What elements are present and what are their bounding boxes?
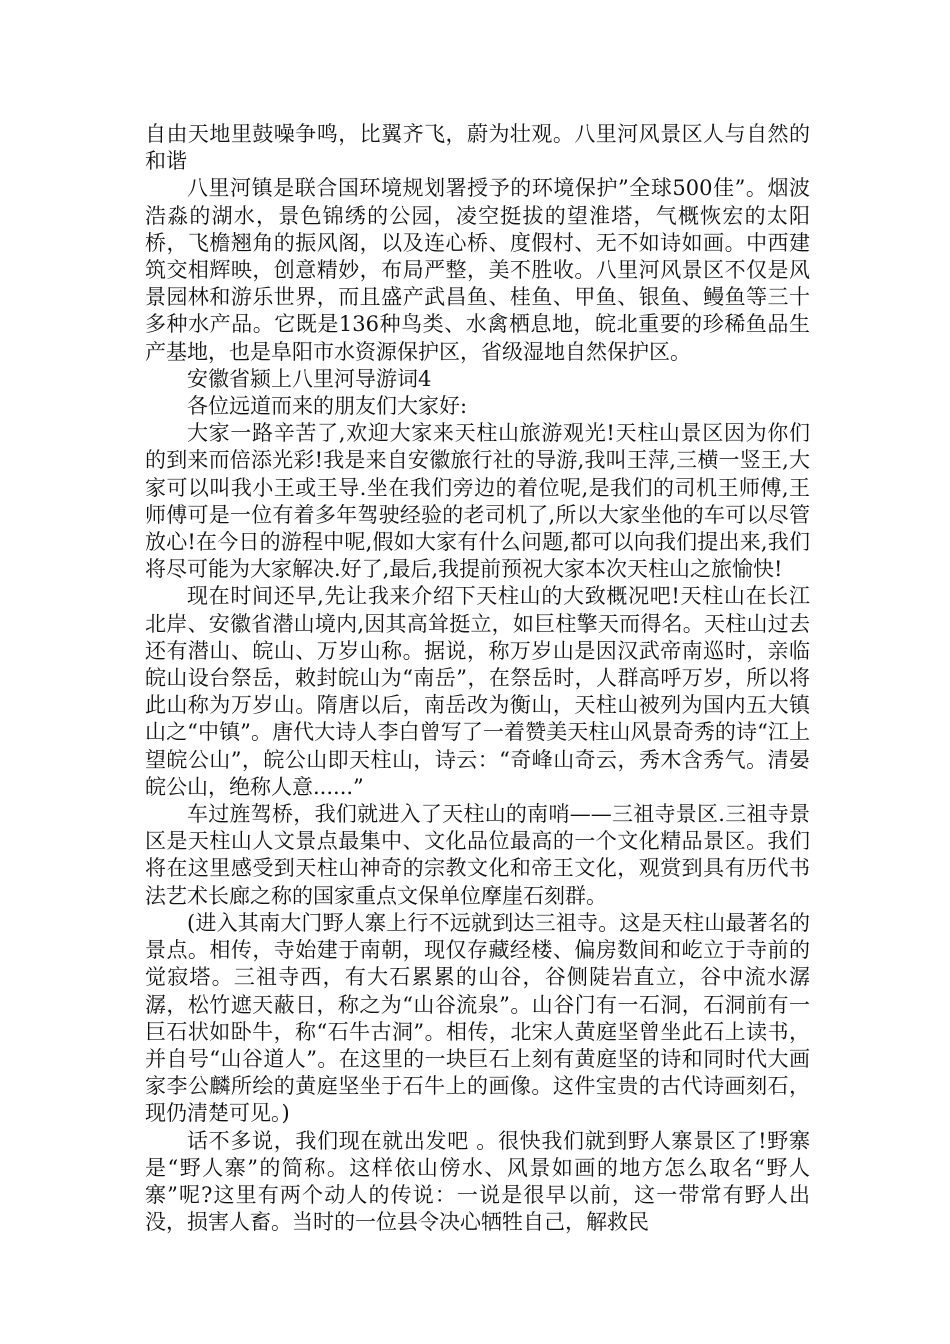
paragraph-continuation: 自由天地里鼓噪争鸣，比翼齐飞，蔚为壮观。八里河风景区人与自然的和谐 — [145, 122, 810, 174]
paragraph-sanzu-temple: (进入其南大门野人寨上行不远就到达三祖寺。这是天柱山最著名的景点。相传，寺始建于南朝，现仅存藏经楼、偏房数间和屹立于寺前的觉寂塔。三祖寺西，有大石累累的山谷，谷侧陡岩直立，谷中流水潺潺，松竹遮天蔽日，称之为“山谷流泉”。山谷门有一石洞，石洞前有一巨石状如卧牛，称“石牛古洞”。相传，北宋人黄庭坚曾坐此石上读书，并自号“山谷道人”。在这里的一块巨石上刻有黄庭坚的诗和同时代大画家李公麟所绘的黄庭坚坐于石牛上的画像。这件宝贵的古代诗画刻石，现仍清楚可见。) — [145, 910, 810, 1126]
document-body — [145, 121, 810, 1236]
paragraph-baliheh-town: 八里河镇是联合国环境规划署授予的环境保护”全球500佳”。烟波浩淼的湖水，景色锦绣的公园，凌空挺拔的望淮塔，气概恢宏的太阳桥，飞檐翘角的振风阁，以及连心桥、度假村、无不如诗如画。中西建筑交相辉映，创意精妙，布局严整，美不胜收。八里河风景区不仅是风景园林和游乐世界，而且盛产武昌鱼、桂鱼、甲鱼、银鱼、鳗鱼等三十多种水产品。它既是136种鸟类、水禽栖息地，皖北重要的珍稀鱼品生产基地，也是阜阳市水资源保护区，省级湿地自然保护区。 — [145, 176, 810, 364]
section-heading: 安徽省颍上八里河导游词4 — [187, 366, 432, 391]
paragraph-sanzu-scenic-area: 车过旌驾桥，我们就进入了天柱山的南哨——三祖寺景区.三祖寺景区是天柱山人文景点最集中、文化品位最高的一个文化精品景区。我们将在这里感受到天柱山神奇的宗教文化和帝王文化，观赏到具有历代书法艺术长廊之称的国家重点文保单位摩崖石刻群。 — [145, 802, 810, 908]
paragraph-greeting: 各位远道而来的朋友们大家好: — [187, 394, 468, 419]
paragraph-yeren-zhai: 话不多说，我们现在就出发吧 。很快我们就到野人寨景区了!野寨是“野人寨”的简称。这样依山傍水、风景如画的地方怎么取名“野人寨”呢?这里有两个动人的传说：一说是很早以前，这一带常有野人出没，损害人畜。当时的一位县令决心牺牲自己，解救民 — [145, 1128, 810, 1235]
paragraph-tianzhu-overview: 现在时间还早,先让我来介绍下天柱山的大致概况吧!天柱山在长江北岸、安徽省潜山境内,因其高耸挺立，如巨柱擎天而得名。天柱山过去还有潜山、皖山、万岁山称。据说，称万岁山是因汉武帝南巡时，亲临皖山设台祭岳，敕封皖山为“南岳”，在祭岳时，人群高呼万岁，所以将此山称为万岁山。隋唐以后，南岳改为衡山，天柱山被列为国内五大镇山之“中镇”。唐代大诗人李白曾写了一着赞美天柱山风景奇秀的诗“江上望皖公山”，皖公山即天柱山，诗云：“奇峰山奇云，秀木含秀气。清晏皖公山，绝称人意......” — [145, 584, 810, 799]
paragraph-welcome: 大家一路辛苦了,欢迎大家来天柱山旅游观光!天柱山景区因为你们的到来而倍添光彩!我是来自安徽旅行社的导游,我叫王萍,三横一竖王,大家可以叫我小王或王导.坐在我们旁边的着位呢,是我们的司机王师傅,王师傅可是一位有着多年驾驶经验的老司机了,所以大家坐他的车可以尽管放心!在今日的游程中呢,假如大家有什么问题,都可以向我们提出来,我们将尽可能为大家解决.好了,最后,我提前预祝大家本次天柱山之旅愉快! — [145, 421, 810, 582]
